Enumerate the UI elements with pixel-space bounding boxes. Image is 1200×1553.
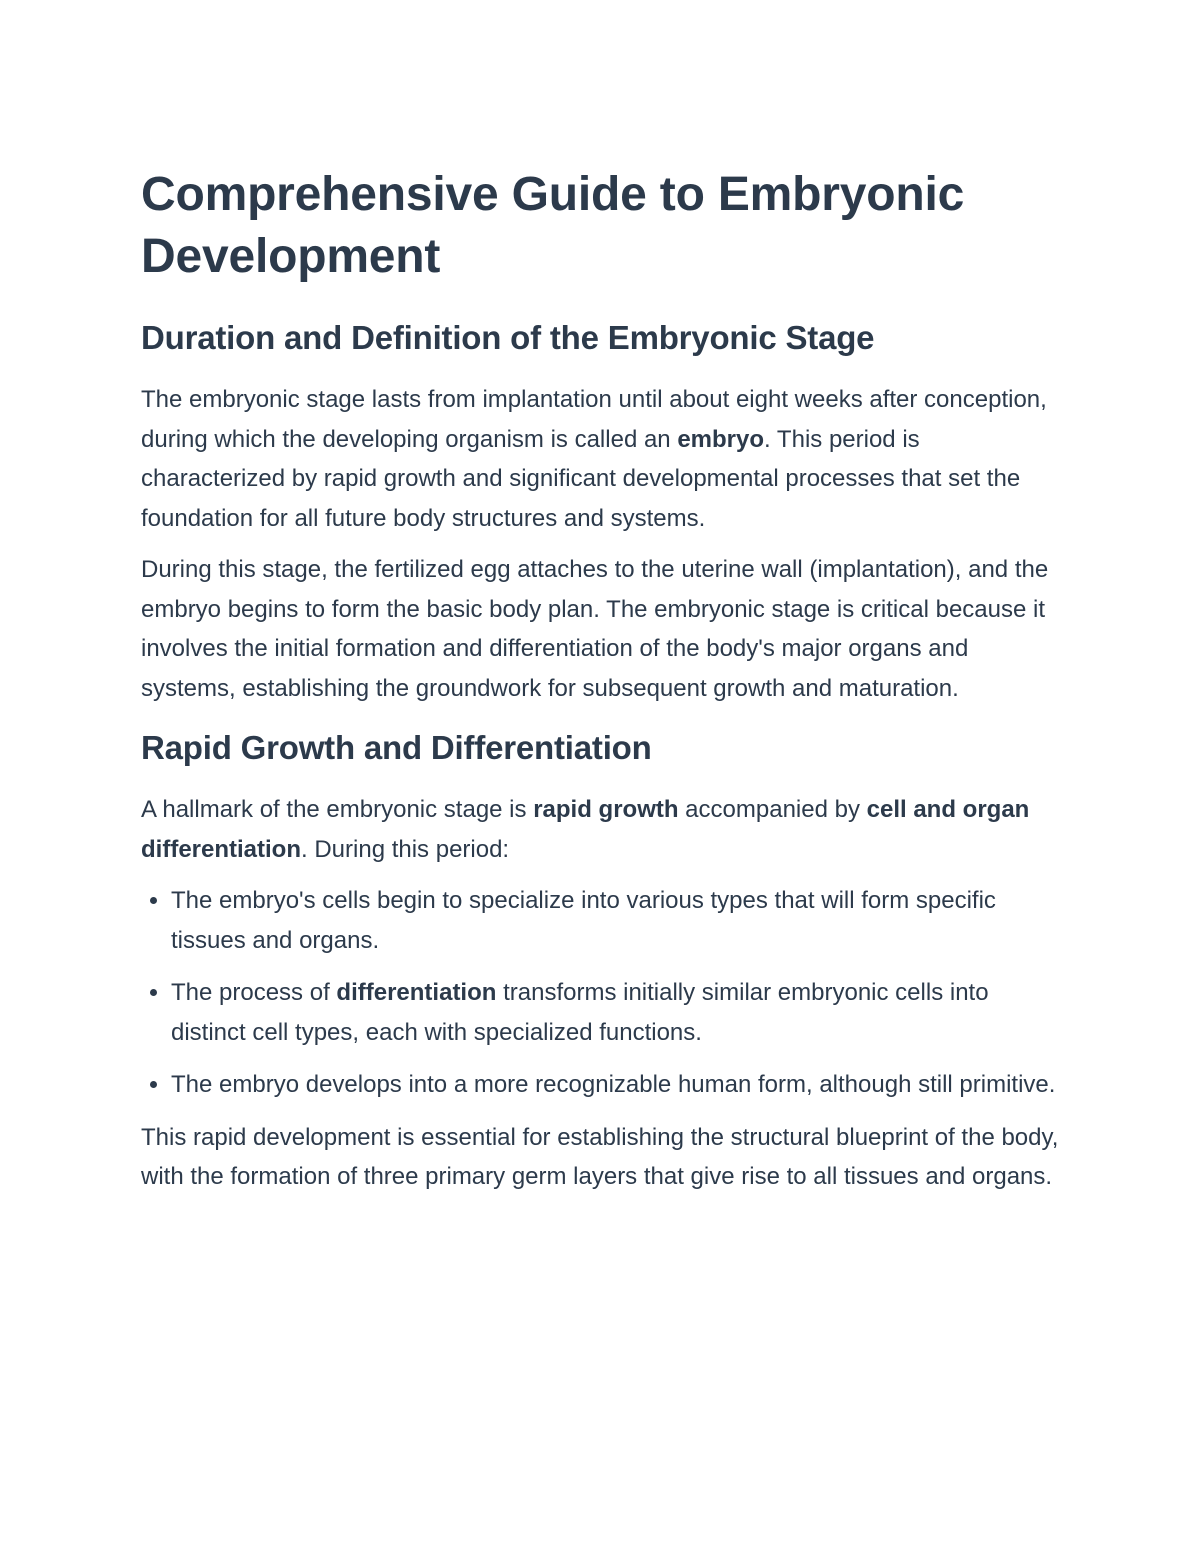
list-item: • The embryo develops into a more recognizable human form, although still primitive. — [171, 1065, 1066, 1105]
bold-term-rapid-growth: rapid growth — [533, 796, 679, 823]
bold-term-differentiation: cell and organ differentiation — [141, 796, 1030, 863]
list-item — [171, 973, 1066, 1052]
text-run: A hallmark of the embryonic stage is — [141, 796, 534, 823]
paragraph — [141, 380, 1066, 538]
section-duration-definition — [141, 316, 1066, 708]
bullet-list — [141, 881, 1066, 1105]
text-run: accompanied by — [678, 796, 867, 823]
bold-term-embryo: embryo — [677, 425, 765, 453]
document-page — [141, 164, 1066, 1209]
section-heading: Rapid Growth and Differentiation — [141, 729, 652, 766]
text-run: transforms initially similar embryonic cells into distinct cell types, each with specialized functions. — [171, 979, 989, 1046]
paragraph: This rapid development is essential for establishing the structural blueprint of the body, with the formation of three primary germ layers that give rise to all tissues and organs. — [141, 1123, 1059, 1190]
document-title: Comprehensive Guide to Embryonic Development — [141, 168, 965, 283]
text-run: The process of — [171, 979, 337, 1006]
section-rapid-growth — [141, 726, 1066, 1197]
list-item: • The embryo's cells begin to specialize into various types that will form specific tissues and organs. — [171, 881, 1066, 960]
paragraph: During this stage, the fertilized egg attaches to the uterine wall (implantation), and the embryo begins to form the basic body plan. The embryonic stage is critical because it involves the initial formation and differentiation of the body's major organs and systems, establishing the groundwork for subsequent growth and maturation. — [141, 556, 1049, 702]
text-run: . This period is characterized by rapid growth and significant developmental processes that set the foundation for all future body structures and systems. — [141, 425, 1021, 532]
text-run: . During this period: — [301, 835, 510, 863]
text-run: The embryonic stage lasts from implantation until about eight weeks after conception, during which the developing organism is called an — [141, 386, 1047, 453]
bold-term: differentiation — [336, 979, 497, 1006]
section-heading: Duration and Definition of the Embryonic Stage — [141, 319, 875, 356]
paragraph — [141, 790, 1066, 869]
